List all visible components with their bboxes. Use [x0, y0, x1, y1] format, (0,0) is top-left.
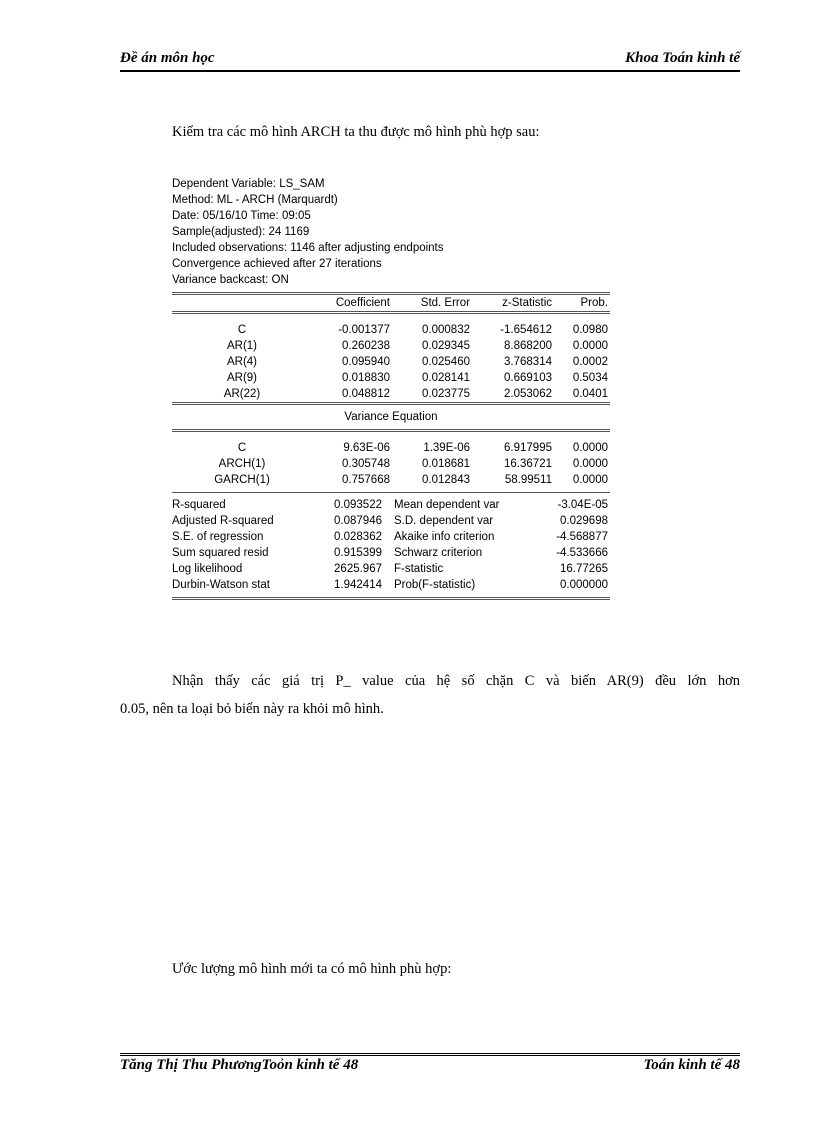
cell: 0.018681	[422, 458, 470, 470]
stat-value: -3.04E-05	[557, 499, 608, 511]
cell: 8.868200	[504, 340, 552, 352]
stat-label: Durbin-Watson stat	[172, 579, 270, 591]
cell: -0.001377	[338, 324, 390, 336]
table-row	[172, 386, 610, 402]
meta-line: Date: 05/16/10 Time: 09:05	[172, 210, 311, 222]
row-var: AR(1)	[226, 340, 258, 352]
table-row	[172, 561, 610, 577]
cell: 0.669103	[504, 372, 552, 384]
stat-label: S.D. dependent var	[394, 515, 494, 527]
cell: 0.012843	[422, 474, 470, 486]
row-var: ARCH(1)	[218, 458, 266, 470]
cell: 0.023775	[422, 388, 470, 400]
col-header	[172, 295, 312, 311]
cell: 0.018830	[342, 372, 390, 384]
cell: 0.5034	[572, 372, 608, 384]
mean-equation-table	[172, 322, 610, 402]
cell: 0.095940	[342, 356, 390, 368]
stat-value: 2625.967	[334, 563, 382, 575]
meta-line: Dependent Variable: LS_SAM	[172, 178, 325, 190]
cell: -1.654612	[500, 324, 552, 336]
meta-line: Variance backcast: ON	[172, 274, 289, 286]
page-footer	[120, 1057, 740, 1079]
meta-line: Method: ML - ARCH (Marquardt)	[172, 194, 338, 206]
cell: 0.0000	[572, 458, 608, 470]
cell: 0.0000	[572, 474, 608, 486]
cell: 0.025460	[422, 356, 470, 368]
stat-label: Adjusted R-squared	[172, 515, 274, 527]
row-var: C	[237, 324, 247, 336]
stat-label: R-squared	[172, 499, 226, 511]
row-var: AR(9)	[226, 372, 258, 384]
cell: 3.768314	[504, 356, 552, 368]
table-row	[172, 545, 610, 561]
variance-equation-table	[172, 440, 610, 488]
stat-value: 0.087946	[334, 515, 382, 527]
footer-class: Toán kinh tế 48	[643, 1057, 740, 1073]
paragraph-line: 0.05, nên ta loại bỏ biến này ra khỏi mô hình.	[120, 701, 384, 717]
stat-value: 0.093522	[334, 499, 382, 511]
stat-value: 16.77265	[560, 563, 608, 575]
paragraph-line: Nhận thấy các giá trị P_ value của hệ số chặn C và biến AR(9) đều lớn hơn	[172, 673, 740, 689]
table-row	[172, 472, 610, 488]
meta-line: Included observations: 1146 after adjusting endpoints	[172, 242, 444, 254]
header-faculty: Khoa Toán kinh tế	[625, 50, 740, 66]
summary-stats-table	[172, 497, 610, 593]
row-var: C	[237, 442, 247, 454]
header-rule	[120, 70, 740, 72]
eviews-output	[172, 176, 610, 600]
conclusion-paragraph	[120, 667, 740, 723]
cell: 0.757668	[342, 474, 390, 486]
stat-label: Prob(F-statistic)	[394, 579, 476, 591]
footer-author: Tăng Thị Thu PhươngToỏn kinh tế 48	[120, 1057, 359, 1073]
cell: 0.000832	[422, 324, 470, 336]
stat-value: 1.942414	[334, 579, 382, 591]
table-row	[172, 440, 610, 456]
row-var: AR(4)	[226, 356, 258, 368]
variance-equation-title: Variance Equation	[344, 411, 438, 423]
cell: 0.260238	[342, 340, 390, 352]
cell: 16.36721	[504, 458, 552, 470]
stat-label: Log likelihood	[172, 563, 243, 575]
stat-label: Akaike info criterion	[394, 531, 495, 543]
table-row	[172, 370, 610, 386]
row-var: AR(22)	[223, 388, 261, 400]
col-header: Coefficient	[335, 297, 390, 309]
next-step-paragraph: Ước lượng mô hình mới ta có mô hình phù hợp:	[172, 961, 452, 977]
meta-line: Convergence achieved after 27 iterations	[172, 258, 382, 270]
cell: 0.0002	[572, 356, 608, 368]
cell: 9.63E-06	[343, 442, 390, 454]
stat-value: -4.533666	[556, 547, 608, 559]
table-row	[172, 354, 610, 370]
cell: 0.048812	[342, 388, 390, 400]
cell: 0.0980	[572, 324, 608, 336]
eviews-meta	[172, 176, 610, 288]
stat-label: Sum squared resid	[172, 547, 269, 559]
cell: 6.917995	[504, 442, 552, 454]
stat-value: 0.028362	[334, 531, 382, 543]
table-rule	[172, 597, 610, 600]
cell: 2.053062	[504, 388, 552, 400]
cell: 0.028141	[422, 372, 470, 384]
cell: 0.0000	[572, 340, 608, 352]
row-var: GARCH(1)	[214, 474, 270, 486]
cell: 0.0000	[572, 442, 608, 454]
cell: 1.39E-06	[423, 442, 470, 454]
coef-header-table	[172, 295, 610, 311]
stat-label: Mean dependent var	[394, 499, 500, 511]
stat-label: S.E. of regression	[172, 531, 264, 543]
table-row	[172, 497, 610, 513]
stat-value: 0.029698	[560, 515, 608, 527]
table-row	[172, 322, 610, 338]
stat-label: Schwarz criterion	[394, 547, 483, 559]
cell: 0.305748	[342, 458, 390, 470]
meta-line: Sample(adjusted): 24 1169	[172, 226, 310, 238]
col-header: z-Statistic	[502, 297, 552, 309]
cell: 58.99511	[504, 474, 552, 486]
table-row	[172, 529, 610, 545]
table-header-row	[172, 295, 610, 311]
stat-value: -4.568877	[556, 531, 608, 543]
header-course: Đề án môn học	[120, 50, 215, 66]
page-header	[120, 46, 740, 70]
stat-value: 0.000000	[560, 579, 608, 591]
cell: 0.029345	[422, 340, 470, 352]
col-header: Std. Error	[420, 297, 470, 309]
stat-label: F-statistic	[394, 563, 444, 575]
table-row	[172, 456, 610, 472]
intro-paragraph: Kiểm tra các mô hình ARCH ta thu được mô hình phù hợp sau:	[172, 124, 540, 140]
table-row	[172, 338, 610, 354]
footer-rule	[120, 1053, 740, 1056]
stat-value: 0.915399	[334, 547, 382, 559]
col-header: Prob.	[580, 297, 608, 309]
table-row	[172, 513, 610, 529]
cell: 0.0401	[572, 388, 608, 400]
table-row	[172, 577, 610, 593]
